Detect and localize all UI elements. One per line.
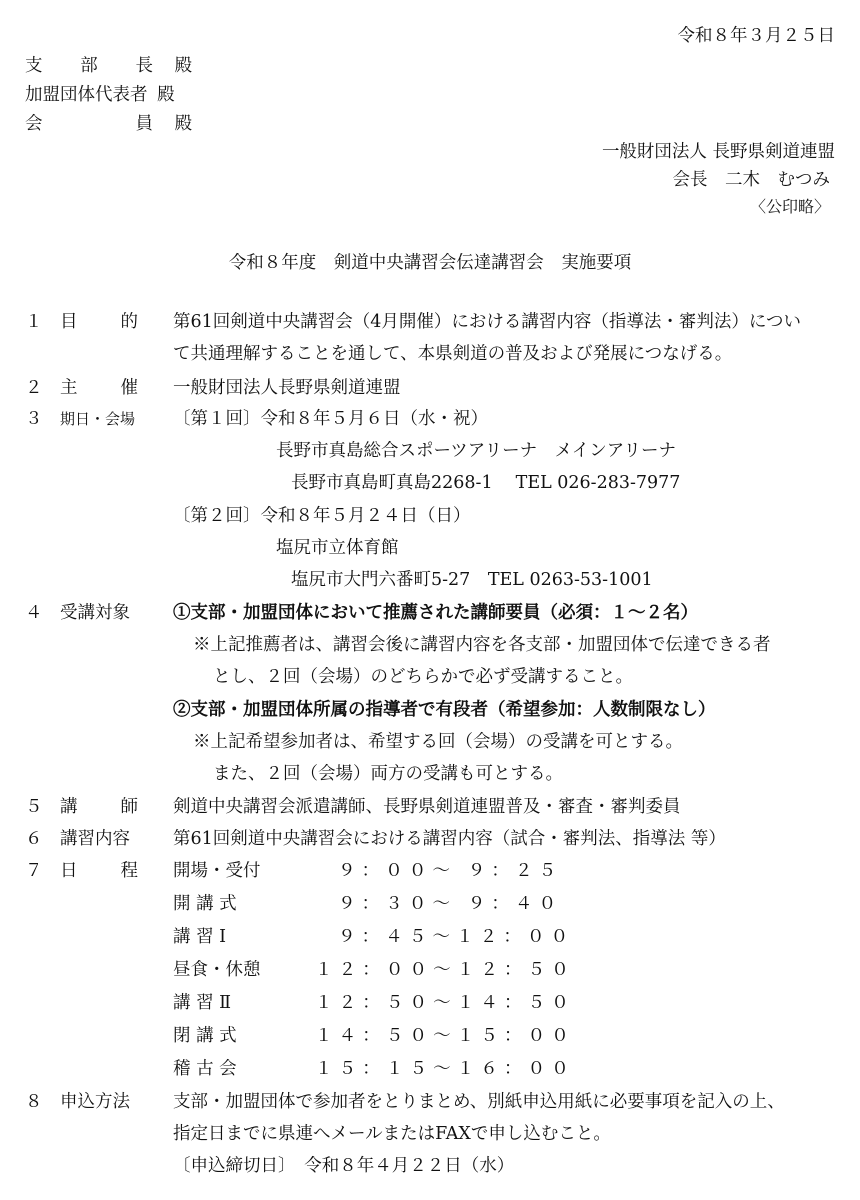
recipient-member-representatives xyxy=(25,87,175,105)
section-1-line-1: 第61回剣道中央講習会（4月開催）における講習内容（指導法・審判法）につい xyxy=(173,312,802,332)
section-7-label xyxy=(60,863,138,881)
session-2-venue: 塩尻市立体育館 xyxy=(276,538,399,558)
section-3-label: 期日・会場 xyxy=(60,410,136,428)
section-2-line-1: 一般財団法人長野県剣道連盟 xyxy=(173,378,401,398)
document-title: 令和８年度 剣道中央講習会伝達講習会 実施要項 xyxy=(228,253,632,273)
recipient-char: 支 xyxy=(25,56,43,76)
schedule-item-time: ９：００～ ９：２５ xyxy=(338,861,563,881)
recipient-char: 加盟団体代表者 xyxy=(25,85,148,105)
schedule-item-time: １２：５０～１４：５０ xyxy=(315,993,575,1013)
recipient-char: 会 xyxy=(25,114,43,134)
label-char: 的 xyxy=(120,312,138,332)
recipient-char: 部 xyxy=(80,56,98,76)
target-1-heading: ①支部・加盟団体において推薦された講師要員（必須：１～２名） xyxy=(173,603,698,623)
label-char: 催 xyxy=(120,378,138,398)
application-deadline: 〔申込締切日〕 令和８年４月２２日（水） xyxy=(173,1156,515,1176)
schedule-item-name: 講 習 Ⅱ xyxy=(173,993,232,1013)
sender-organization: 一般財団法人 長野県剣道連盟 xyxy=(601,142,835,162)
schedule-item-time: １４：５０～１５：００ xyxy=(315,1026,575,1046)
section-3-number: ３ xyxy=(25,409,43,429)
schedule-item-name: 昼食・休憩 xyxy=(173,960,261,980)
recipient-suffix: 殿 xyxy=(174,114,193,134)
section-4-number: ４ xyxy=(25,603,43,623)
label-char: 師 xyxy=(120,797,138,817)
target-2-heading: ②支部・加盟団体所属の指導者で有段者（希望参加：人数制限なし） xyxy=(173,700,716,720)
section-5-line-1: 剣道中央講習会派遣講師、長野県剣道連盟普及・審査・審判委員 xyxy=(173,797,681,817)
target-2-note-line-1: ※上記希望参加者は、希望する回（会場）の受講を可とする。 xyxy=(193,732,683,752)
target-1-note-line-1: ※上記推薦者は、講習会後に講習内容を各支部・加盟団体で伝達できる者 xyxy=(193,635,771,655)
label-char: 日 xyxy=(60,861,78,881)
document-date: 令和８年３月２５日 xyxy=(677,26,835,46)
label-char: 講 xyxy=(60,797,78,817)
label-char: 目 xyxy=(60,312,78,332)
recipient-suffix: 殿 xyxy=(174,56,193,76)
recipient-members xyxy=(25,116,195,134)
label-char: 主 xyxy=(60,378,78,398)
seal-note: 〈公印略〉 xyxy=(749,197,830,216)
label-char: 程 xyxy=(120,861,138,881)
session-2-date: 〔第２回〕令和８年５月２４日（日） xyxy=(173,506,471,526)
section-2-label xyxy=(60,380,138,398)
section-5-label xyxy=(60,799,138,817)
sender-president: 会長 二木 むつみ xyxy=(672,170,830,190)
schedule-item-name: 講 習 Ⅰ xyxy=(173,927,227,947)
recipient-branch-heads xyxy=(25,58,195,76)
schedule-item-name: 稽 古 会 xyxy=(173,1059,237,1079)
schedule-item-time: ９：３０～ ９：４０ xyxy=(338,894,563,914)
section-8-line-1: 支部・加盟団体で参加者をとりまとめ、別紙申込用紙に必要事項を記入の上、 xyxy=(173,1092,785,1112)
schedule-item-name: 開場・受付 xyxy=(173,861,261,881)
section-7-number: ７ xyxy=(25,861,43,881)
section-2-number: ２ xyxy=(25,378,43,398)
recipient-char: 員 xyxy=(135,114,153,134)
schedule-item-time: １２：００～１２：５０ xyxy=(315,960,575,980)
session-1-venue: 長野市真島総合スポーツアリーナ メインアリーナ xyxy=(276,441,677,461)
section-8-label: 申込方法 xyxy=(60,1092,130,1112)
session-1-address: 長野市真島町真島2268-1 TEL 026-283-7977 xyxy=(291,473,681,493)
recipient-char: 長 xyxy=(135,56,153,76)
section-4-label: 受講対象 xyxy=(60,603,130,623)
section-5-number: ５ xyxy=(25,797,43,817)
schedule-item-name: 開 講 式 xyxy=(173,894,237,914)
schedule-item-time: １５：１５～１６：００ xyxy=(315,1059,575,1079)
section-1-number: １ xyxy=(25,312,43,332)
recipient-suffix: 殿 xyxy=(157,85,175,105)
section-8-line-2: 指定日までに県連へメールまたはFAXで申し込むこと。 xyxy=(173,1124,611,1144)
section-6-line-1: 第61回剣道中央講習会における講習内容（試合・審判法、指導法 等） xyxy=(173,829,726,849)
schedule-item-time: ９：４５～１２：００ xyxy=(338,927,575,947)
section-1-line-2: て共通理解することを通して、本県剣道の普及および発展につなげる。 xyxy=(173,344,733,364)
session-2-address: 塩尻市大門六番町5-27 TEL 0263-53-1001 xyxy=(291,570,653,590)
session-1-date: 〔第１回〕令和８年５月６日（水・祝） xyxy=(173,409,488,429)
section-8-number: ８ xyxy=(25,1092,43,1112)
section-1-label xyxy=(60,314,138,332)
target-2-note-line-2: また、２回（会場）両方の受講も可とする。 xyxy=(213,764,563,784)
schedule-item-name: 閉 講 式 xyxy=(173,1026,237,1046)
section-6-number: ６ xyxy=(25,829,43,849)
target-1-note-line-2: とし、２回（会場）のどちらかで必ず受講すること。 xyxy=(213,667,633,687)
section-6-label: 講習内容 xyxy=(60,829,130,849)
